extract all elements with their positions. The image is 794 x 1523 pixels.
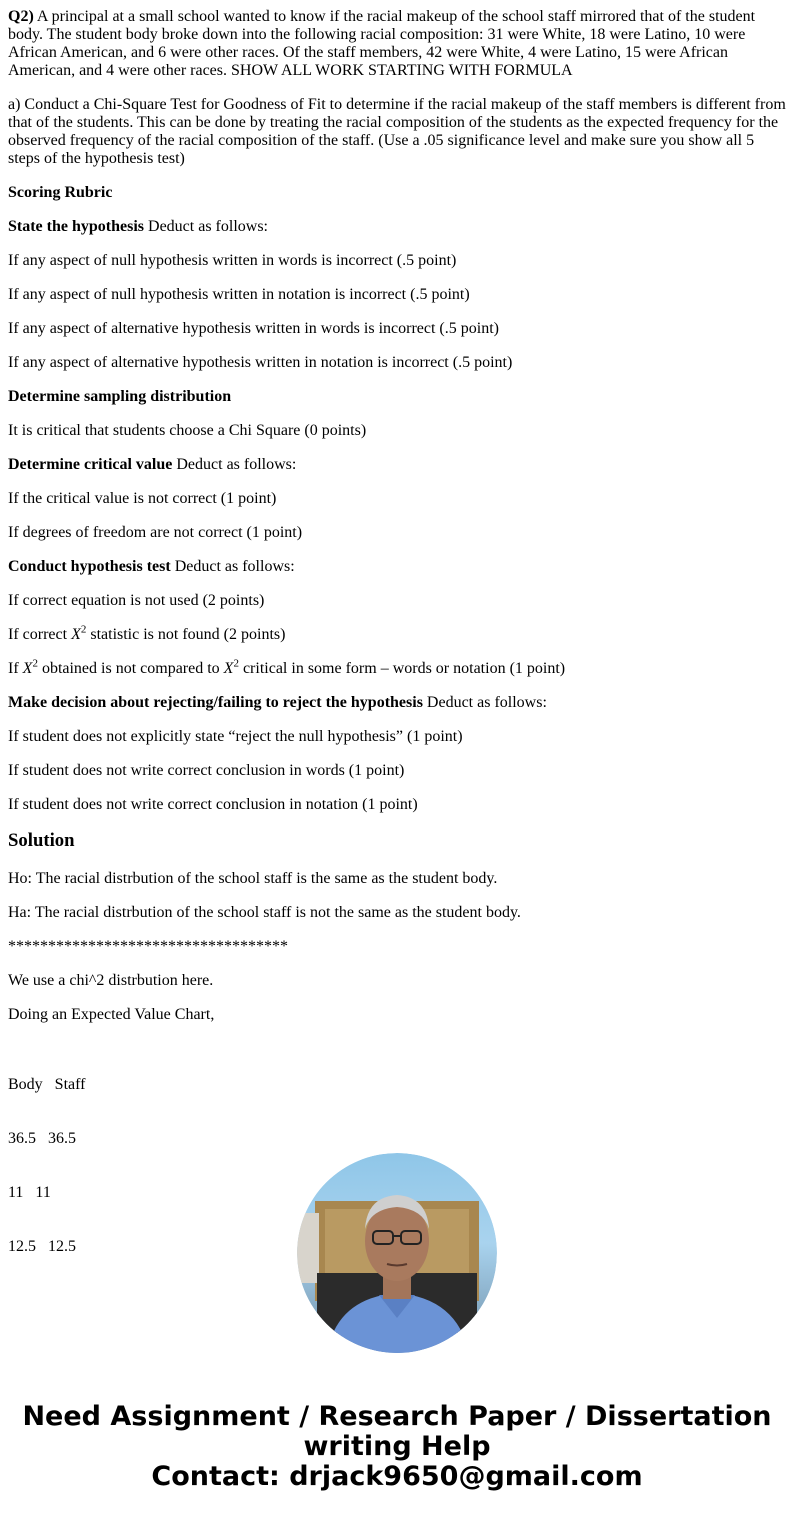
person-photo-icon (297, 1153, 497, 1353)
distribution-note: We use a chi^2 distrbution here. (8, 972, 214, 989)
rubric-title: Scoring Rubric (8, 184, 113, 201)
rubric-item: If $X^2$ obtained is not compared to $X^2$ critical in some form – words or notation (1 point) (8, 657, 566, 677)
rubric-item: If student does not explicitly state “reject the null hypothesis” (1 point) (8, 728, 463, 745)
promo-line: writing Help (303, 1431, 491, 1462)
separator-stars: *********************************** (8, 938, 288, 955)
rubric-item: If any aspect of alternative hypothesis written in notation is incorrect (.5 point) (8, 354, 513, 371)
part-a-text: a) Conduct a Chi-Square Test for Goodness of Fit to determine if the racial makeup of the staff members is different from that of the students. This can be done by treating the racial composition of the students as the expected frequency for the observed frequency of the racial composition of the staff. (Use a .05 significance level and make sure you show all 5 steps of the hypothesis test) (8, 96, 786, 167)
chart-intro: Doing an Expected Value Chart, (8, 1006, 215, 1023)
null-hypothesis: Ho: The racial distrbution of the school staff is the same as the student body. (8, 870, 498, 887)
question-text (8, 8, 788, 80)
chart-line: Body Staff (8, 1076, 86, 1093)
rubric-item: If student does not write correct conclusion in notation (1 point) (8, 796, 418, 813)
question-label: Q2) (8, 8, 34, 25)
rubric-item: It is critical that students choose a Chi Square (0 points) (8, 422, 367, 439)
rubric-decision-heading: Make decision about rejecting/failing to reject the hypothesis Deduct as follows: (8, 694, 547, 711)
rubric-item: If student does not write correct conclusion in words (1 point) (8, 762, 405, 779)
question-body: A principal at a small school wanted to know if the racial makeup of the school staff mirrored that of the student body. The student body broke down into the following racial composition: 31 were White, 18 were Latino, 10 were African American, and 6 were other races. Of the staff members, 42 were White, 4 were Latino, 15 were African American, and 4 were other races. SHOW ALL WORK STARTING WITH FORMULA (8, 8, 756, 79)
chart-line: 11 11 (8, 1184, 51, 1201)
rubric-item: If any aspect of alternative hypothesis written in words is incorrect (.5 point) (8, 320, 499, 337)
rubric-hypothesis-heading: State the hypothesis Deduct as follows: (8, 218, 268, 235)
promo-line: Need Assignment / Research Paper / Dissertation (22, 1401, 772, 1432)
rubric-critical-heading: Determine critical value Deduct as follows: (8, 456, 297, 473)
rubric-item: If any aspect of null hypothesis written in notation is incorrect (.5 point) (8, 286, 470, 303)
promo-banner (0, 1402, 794, 1492)
rubric-sampling-heading: Determine sampling distribution (8, 388, 232, 405)
solution-heading: Solution (8, 830, 75, 851)
chart-line: 36.5 36.5 (8, 1130, 76, 1147)
chart-line: 12.5 12.5 (8, 1238, 76, 1255)
rubric-item: If correct equation is not used (2 points) (8, 592, 265, 609)
rubric-conduct-heading: Conduct hypothesis test Deduct as follows: (8, 558, 295, 575)
rubric-item: If degrees of freedom are not correct (1 point) (8, 524, 303, 541)
alternative-hypothesis: Ha: The racial distrbution of the school staff is not the same as the student body. (8, 904, 521, 921)
rubric-item: If correct $X^2$ statistic is not found (2 points) (8, 623, 286, 643)
document-body (8, 8, 788, 1292)
rubric-item: If any aspect of null hypothesis written in words is incorrect (.5 point) (8, 252, 457, 269)
rubric-item: If the critical value is not correct (1 point) (8, 490, 277, 507)
promo-contact: Contact: drjack9650@gmail.com (151, 1461, 643, 1492)
avatar (297, 1153, 497, 1353)
